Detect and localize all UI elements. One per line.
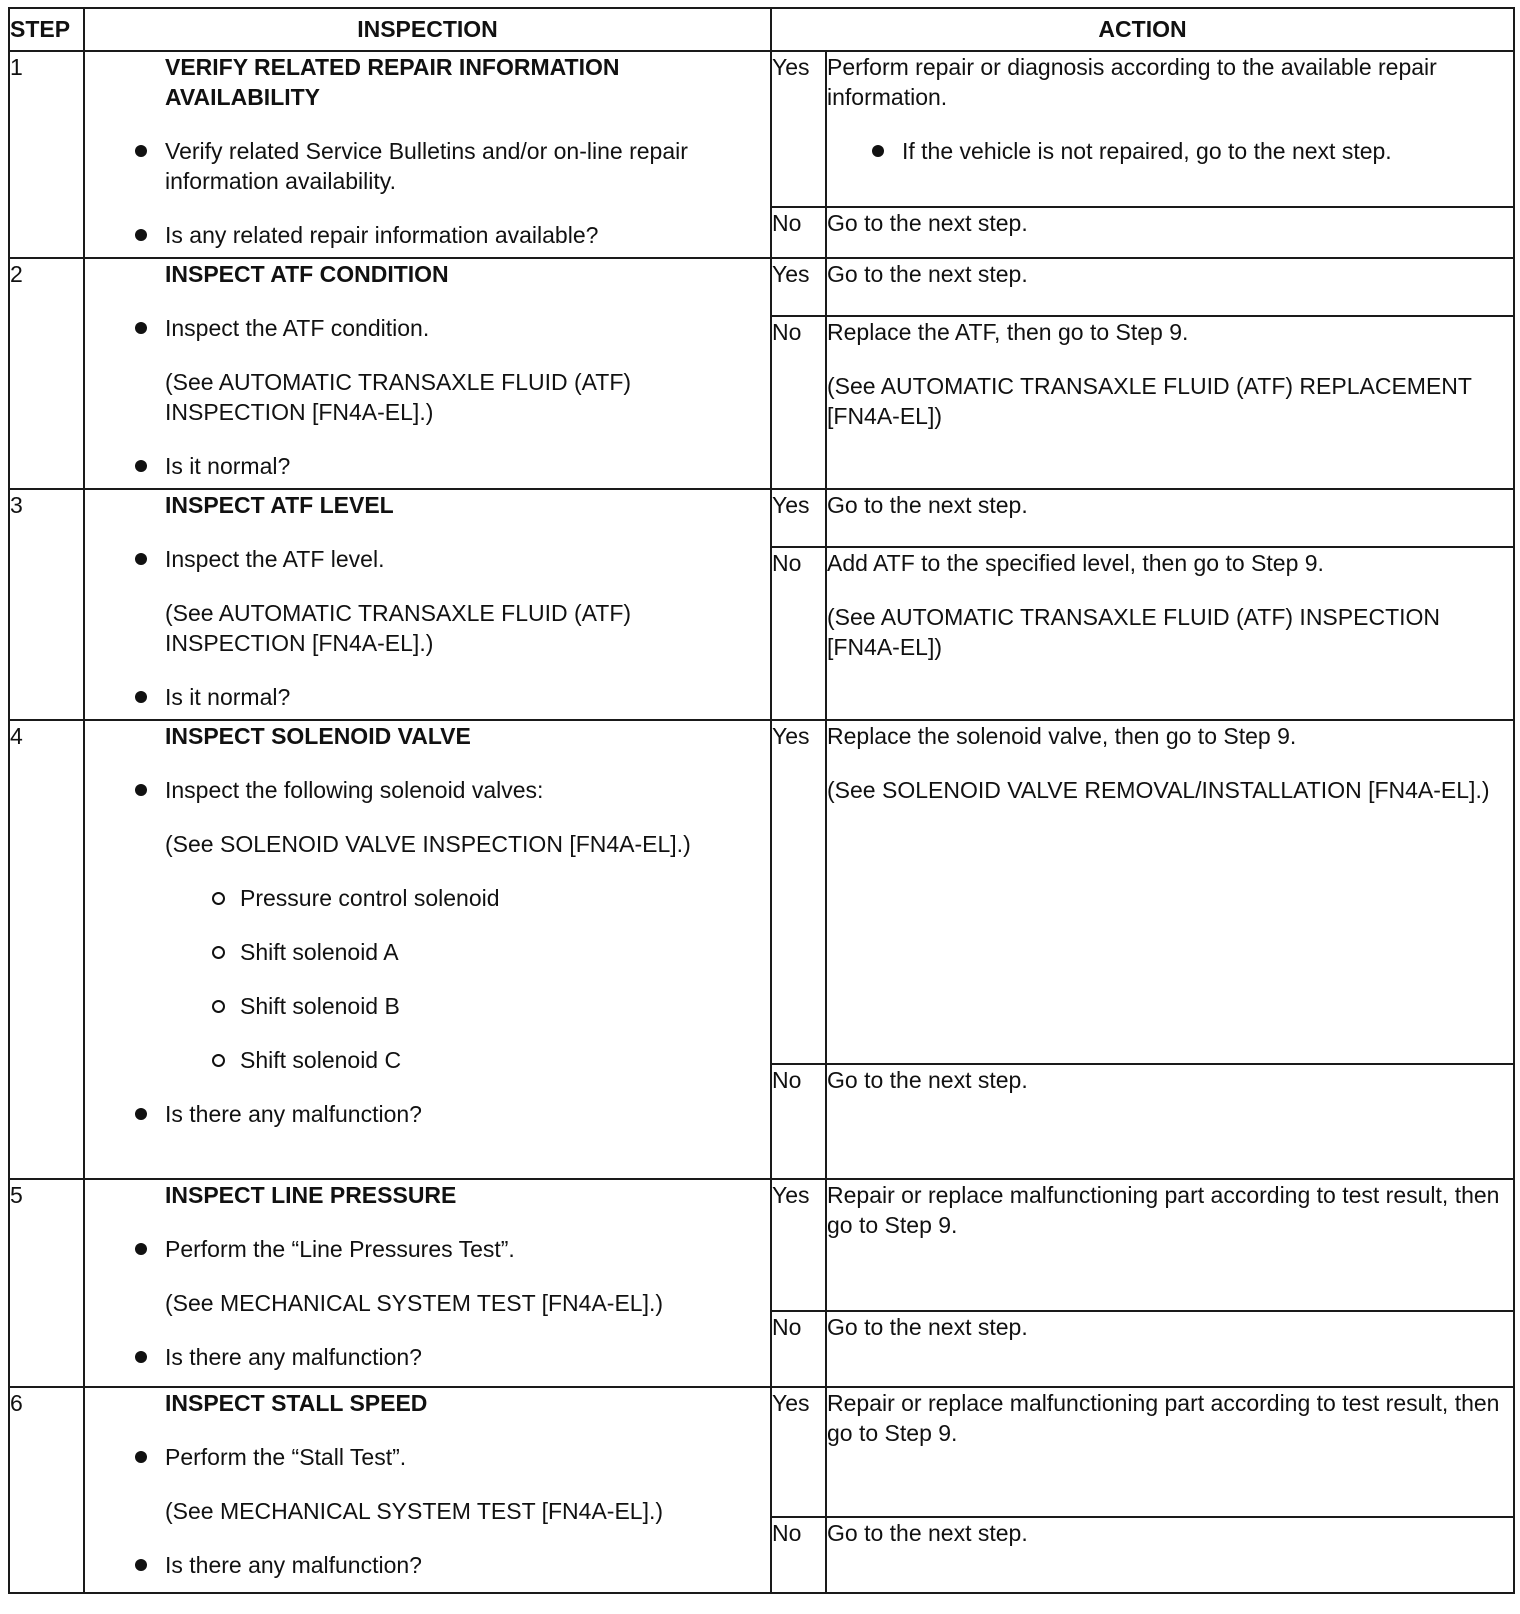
step-2-no-action: [826, 316, 1514, 489]
inspection-question: Is it normal?: [85, 451, 770, 481]
inspection-bullet: Inspect the ATF condition.: [85, 313, 770, 343]
inspection-reference: (See MECHANICAL SYSTEM TEST [FN4A-EL].): [165, 1290, 664, 1316]
inspection-reference: (See AUTOMATIC TRANSAXLE FLUID (ATF) INSPECTION [FN4A-EL].): [165, 369, 632, 425]
inspection-reference: (See AUTOMATIC TRANSAXLE FLUID (ATF) INSPECTION [FN4A-EL].): [165, 600, 632, 656]
no-label: No: [771, 1517, 826, 1593]
no-label: No: [771, 316, 826, 489]
yes-label: Yes: [771, 489, 826, 547]
no-label: No: [771, 1311, 826, 1387]
inspection-reference: (See MECHANICAL SYSTEM TEST [FN4A-EL].): [165, 1498, 664, 1524]
step-5-no-action: Go to the next step.: [826, 1311, 1514, 1387]
step-3-yes-action: Go to the next step.: [826, 489, 1514, 547]
step-2-yes-row: [9, 258, 1514, 316]
inspection-question: Is it normal?: [85, 682, 770, 712]
step-title: INSPECT SOLENOID VALVE: [165, 723, 471, 749]
inspection-header: INSPECTION: [84, 8, 771, 51]
action-header: ACTION: [771, 8, 1514, 51]
solenoid-list-item: Pressure control solenoid: [85, 883, 770, 913]
step-3-no-action: [826, 547, 1514, 720]
action-text: Add ATF to the specified level, then go to Step 9.: [827, 550, 1324, 576]
yes-label: Yes: [771, 1387, 826, 1517]
action-text: Replace the ATF, then go to Step 9.: [827, 319, 1189, 345]
inspection-question: Is any related repair information available?: [85, 220, 770, 250]
inspection-question: Is there any malfunction?: [85, 1099, 770, 1129]
solenoid-list-item: Shift solenoid C: [85, 1045, 770, 1075]
action-bullet: If the vehicle is not repaired, go to the next step.: [827, 136, 1513, 166]
inspection-question: Is there any malfunction?: [85, 1342, 770, 1372]
diagnostic-table: [8, 7, 1515, 1594]
action-text: Replace the solenoid valve, then go to Step 9.: [827, 723, 1297, 749]
step-6-inspection: [84, 1387, 771, 1593]
step-header: STEP: [9, 8, 84, 51]
step-3-yes-row: [9, 489, 1514, 547]
diagnostic-procedure: [8, 7, 1513, 1594]
step-5-inspection: [84, 1179, 771, 1387]
inspection-reference: (See SOLENOID VALVE INSPECTION [FN4A-EL].): [165, 831, 691, 857]
inspection-bullet: Inspect the ATF level.: [85, 544, 770, 574]
no-label: No: [771, 547, 826, 720]
step-number: 1: [9, 51, 84, 258]
step-number: 6: [9, 1387, 84, 1593]
step-5-yes-row: [9, 1179, 1514, 1311]
step-number: 3: [9, 489, 84, 720]
step-title: VERIFY RELATED REPAIR INFORMATION AVAILABILITY: [165, 54, 620, 110]
action-reference: (See SOLENOID VALVE REMOVAL/INSTALLATION [FN4A-EL].): [827, 777, 1490, 803]
step-2-inspection: [84, 258, 771, 489]
step-4-inspection: [84, 720, 771, 1179]
no-label: No: [771, 207, 826, 258]
inspection-bullet: Perform the “Line Pressures Test”.: [85, 1234, 770, 1264]
step-title: INSPECT ATF CONDITION: [165, 261, 449, 287]
solenoid-list-item: Shift solenoid B: [85, 991, 770, 1021]
step-4-yes-row: [9, 720, 1514, 1064]
action-reference: (See AUTOMATIC TRANSAXLE FLUID (ATF) REPLACEMENT [FN4A-EL]): [827, 373, 1472, 429]
step-6-yes-row: [9, 1387, 1514, 1517]
step-1-no-action: Go to the next step.: [826, 207, 1514, 258]
inspection-question: Is there any malfunction?: [85, 1550, 770, 1580]
action-reference: (See AUTOMATIC TRANSAXLE FLUID (ATF) INSPECTION [FN4A-EL]): [827, 604, 1441, 660]
step-4-no-action: Go to the next step.: [826, 1064, 1514, 1179]
step-6-yes-action: Repair or replace malfunctioning part according to test result, then go to Step 9.: [826, 1387, 1514, 1517]
step-1-yes-action: [826, 51, 1514, 207]
step-title: INSPECT LINE PRESSURE: [165, 1182, 457, 1208]
action-text: Perform repair or diagnosis according to the available repair information.: [827, 54, 1437, 110]
yes-label: Yes: [771, 51, 826, 207]
inspection-bullet: Inspect the following solenoid valves:: [85, 775, 770, 805]
yes-label: Yes: [771, 1179, 826, 1311]
step-2-yes-action: Go to the next step.: [826, 258, 1514, 316]
step-6-no-action: Go to the next step.: [826, 1517, 1514, 1593]
step-5-yes-action: Repair or replace malfunctioning part according to test result, then go to Step 9.: [826, 1179, 1514, 1311]
yes-label: Yes: [771, 258, 826, 316]
step-3-inspection: [84, 489, 771, 720]
step-4-yes-action: [826, 720, 1514, 1064]
inspection-bullet: Verify related Service Bulletins and/or on-line repair information availability.: [85, 136, 770, 196]
step-1-yes-row: [9, 51, 1514, 207]
step-title: INSPECT STALL SPEED: [165, 1390, 428, 1416]
step-number: 4: [9, 720, 84, 1179]
no-label: No: [771, 1064, 826, 1179]
solenoid-list-item: Shift solenoid A: [85, 937, 770, 967]
yes-label: Yes: [771, 720, 826, 1064]
step-number: 2: [9, 258, 84, 489]
header-row: [9, 8, 1514, 51]
step-title: INSPECT ATF LEVEL: [165, 492, 394, 518]
inspection-bullet: Perform the “Stall Test”.: [85, 1442, 770, 1472]
step-1-inspection: [84, 51, 771, 258]
step-number: 5: [9, 1179, 84, 1387]
